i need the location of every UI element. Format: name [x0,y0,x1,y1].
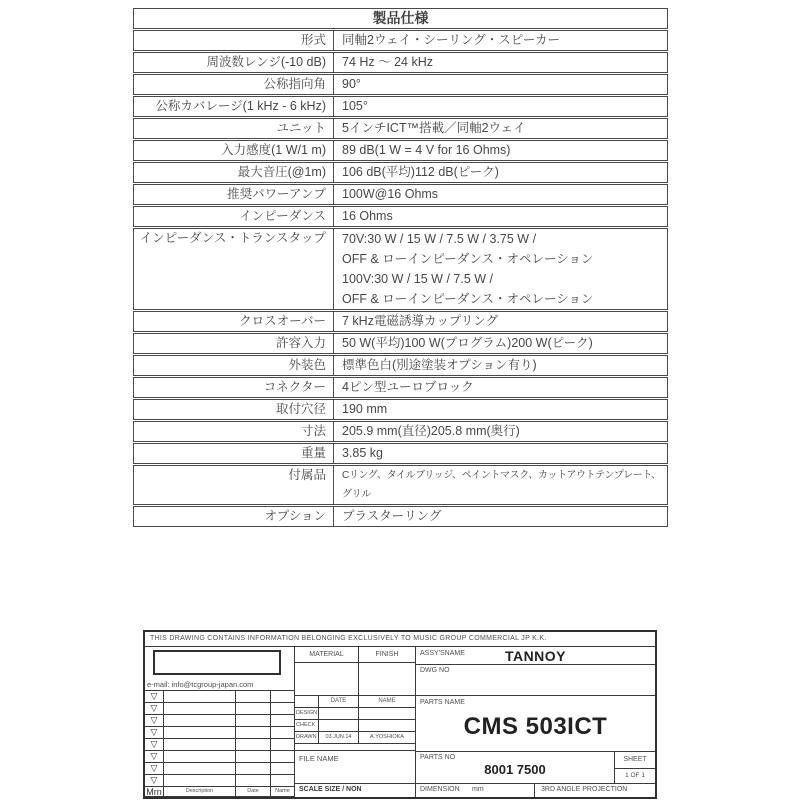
spec-row-value: 90° [342,77,361,91]
revision-row [145,751,294,763]
projection-cell: 3RD ANGLE PROJECTION [541,786,628,793]
spec-row-value: Cリング、タイルブリッジ、ペイントマスク、カットアウトテンプレート、グリル [342,470,661,500]
revision-row [145,715,294,727]
approval-row [295,732,415,744]
approval-row [295,708,415,720]
spec-row [133,355,668,376]
spec-row-value: 50 W(平均)100 W(プログラム)200 W(ピーク) [342,336,593,350]
approval-header-date: DATE [319,696,359,707]
approval-row-name [359,720,415,731]
revision-mark-icon: ▽ [145,775,164,786]
approval-row [295,720,415,732]
revision-row [145,775,294,787]
revision-date-cell [236,751,271,762]
spec-row-label: 付属品 [134,466,334,504]
revision-name-cell [271,763,294,774]
parts-name-cell [416,696,655,752]
revision-name-cell [271,715,294,726]
approval-table [295,696,416,752]
spec-row-value: 89 dB(1 W = 4 V for 16 Ohms) [342,143,511,157]
assy-name-label: ASSY'SNAME [420,650,465,657]
revision-name-cell [271,739,294,750]
approval-row-date: 03.JUN.14 [319,732,359,743]
revision-name-cell [271,751,294,762]
revision-mark-icon: ▽ [145,727,164,738]
spec-row-label: インピーダンス・トランスタップ [134,229,334,309]
confidentiality-banner: THIS DRAWING CONTAINS INFORMATION BELONGING EXCLUSIVELY TO MUSIC GROUP COMMERCIAL JP K.K. [145,632,655,647]
revision-name-cell [271,727,294,738]
spec-row-label: コネクター [134,378,334,397]
revision-mark-icon: ▽ [145,715,164,726]
parts-name-label: PARTS NAME [420,699,465,706]
revision-header-date: Date [236,787,271,796]
spec-row-label: 重量 [134,444,334,463]
logo-cell [145,647,295,691]
approval-row-label: DRAWN [295,732,319,743]
revision-date-cell [236,739,271,750]
spec-row-value-line: OFF & ローインピーダンス・オペレーション [342,252,594,266]
spec-row-value: 105° [342,99,368,113]
spec-row [133,465,668,505]
sheet-value: 1 OF 1 [615,769,655,784]
dimension-cell [416,784,535,797]
spec-row-label: クロスオーバー [134,312,334,331]
spec-row-value: 100W@16 Ohms [342,187,439,201]
revision-date-cell [236,691,271,702]
spec-row-value-line: 70V:30 W / 15 W / 7.5 W / 3.75 W / [342,232,537,246]
approval-empty-row [295,744,415,751]
revision-row [145,703,294,715]
spec-row [133,333,668,354]
revision-mark-icon: ▽ [145,763,164,774]
contact-email: e-mail: info@tcgroup-japan.com [147,680,254,689]
finish-value-cell [359,663,416,696]
approval-row-date [319,720,359,731]
parts-no-value: 8001 7500 [484,762,546,777]
spec-row [133,421,668,442]
parts-name-value: CMS 503ICT [463,713,608,740]
assy-name-cell [416,647,655,665]
revision-mark-icon: ▽ [145,739,164,750]
revision-row [145,739,294,751]
spec-row-value: 106 dB(平均)112 dB(ピーク) [342,165,499,179]
revision-name-cell [271,691,294,702]
spec-row-label: 外装色 [134,356,334,375]
spec-row [133,377,668,398]
spec-row-label: 取付穴径 [134,400,334,419]
revision-date-cell [236,715,271,726]
revision-description-cell [164,751,236,762]
revision-mark-icon: ▽ [145,703,164,714]
spec-row-label: 公称カバレージ(1 kHz - 6 kHz) [134,97,334,116]
parts-no-label: PARTS NO [420,754,456,761]
spec-row-label: オプション [134,507,334,526]
spec-table-title: 製品仕様 [133,8,668,29]
spec-row [133,443,668,464]
spec-row-label: インピーダンス [134,207,334,226]
spec-row [133,118,668,139]
spec-row [133,228,668,310]
spec-row [133,399,668,420]
revision-header-row [145,787,294,797]
assy-name-value: TANNOY [504,648,567,664]
spec-row-value: 同軸2ウェイ・シーリング・スピーカー [342,33,560,47]
revision-description-cell [164,691,236,702]
revision-name-cell [271,775,294,786]
spec-row [133,184,668,205]
spec-row-value: 4ピン型ユーロブロック [342,380,474,394]
revision-date-cell [236,775,271,786]
spec-row [133,311,668,332]
revision-date-cell [236,763,271,774]
approval-row-name [359,708,415,719]
logo-placeholder-box [153,650,281,675]
approval-header-row [295,696,415,708]
spec-row-value: 205.9 mm(直径)205.8 mm(奥行) [342,424,520,438]
dimension-unit: mm [472,786,484,793]
spec-row-value-line: OFF & ローインピーダンス・オペレーション [342,292,594,306]
sheet-label: SHEET [615,752,655,769]
drawing-title-block [143,630,657,799]
revision-row [145,727,294,739]
revision-header-name: Name [275,788,290,794]
spec-row [133,96,668,117]
revision-description-cell [164,763,236,774]
spec-row-value: 74 Hz ～ 24 kHz [342,55,434,69]
revision-description-cell [164,703,236,714]
material-label: MATERIAL [295,647,359,663]
approval-header-blank [295,696,319,707]
spec-table-rows [133,30,668,527]
product-spec-table [133,8,668,528]
spec-row [133,506,668,527]
spec-row-label: 最大音圧(@1m) [134,163,334,182]
spec-row-value: 標準色白(別途塗装オプション有り) [342,358,537,372]
revision-description-cell [164,739,236,750]
spec-row-label: 周波数レンジ(-10 dB) [134,53,334,72]
spec-row-label: 寸法 [134,422,334,441]
spec-row-label: 許容入力 [134,334,334,353]
finish-label: FINISH [359,647,416,663]
material-value-cell [295,663,359,696]
file-name-cell: FILE NAME [295,752,416,784]
spec-row-value [334,229,667,309]
revision-description-cell [164,775,236,786]
spec-row [133,74,668,95]
spec-row-value: 5インチICT™搭載／同軸2ウェイ [342,121,526,135]
spec-row-label: 推奨パワーアンプ [134,185,334,204]
dimension-label: DIMENSION [420,786,460,793]
spec-row-label: ユニット [134,119,334,138]
approval-row-name: A.YOSHIOKA [370,734,404,740]
revision-description-cell [164,715,236,726]
spec-row [133,162,668,183]
revision-name-cell [271,703,294,714]
revision-date-cell [236,703,271,714]
spec-row [133,140,668,161]
spec-row-value: 7 kHz電磁誘導カップリング [342,314,499,328]
approval-row-label: DESIGN [295,708,319,719]
revision-row [145,763,294,775]
revision-date-cell [236,727,271,738]
spec-row-label: 形式 [134,31,334,50]
revision-header-mark: Mrn [145,787,164,796]
spec-row [133,52,668,73]
spec-row-value: 16 Ohms [342,209,393,223]
spec-row-value: 190 mm [342,402,388,416]
revision-description-cell [164,727,236,738]
revision-mark-icon: ▽ [145,691,164,702]
approval-row-label: CHECK [295,720,319,731]
parts-no-cell [416,752,615,784]
revision-mark-icon: ▽ [145,751,164,762]
revision-header-description: Description [164,787,236,796]
approval-header-name: NAME [378,698,396,704]
spec-row-label: 公称指向角 [134,75,334,94]
scale-cell: SCALE SIZE / NON [295,784,416,797]
spec-row-value: プラスターリング [342,509,442,523]
revision-table [145,691,295,797]
spec-row-value: 3.85 kg [342,446,384,460]
spec-row-label: 入力感度(1 W/1 m) [134,141,334,160]
dwg-no-cell: DWG NO [416,665,655,696]
spec-row-value-line: 100V:30 W / 15 W / 7.5 W / [342,272,493,286]
approval-row-date [319,708,359,719]
revision-row [145,691,294,703]
spec-row [133,30,668,51]
spec-row [133,206,668,227]
